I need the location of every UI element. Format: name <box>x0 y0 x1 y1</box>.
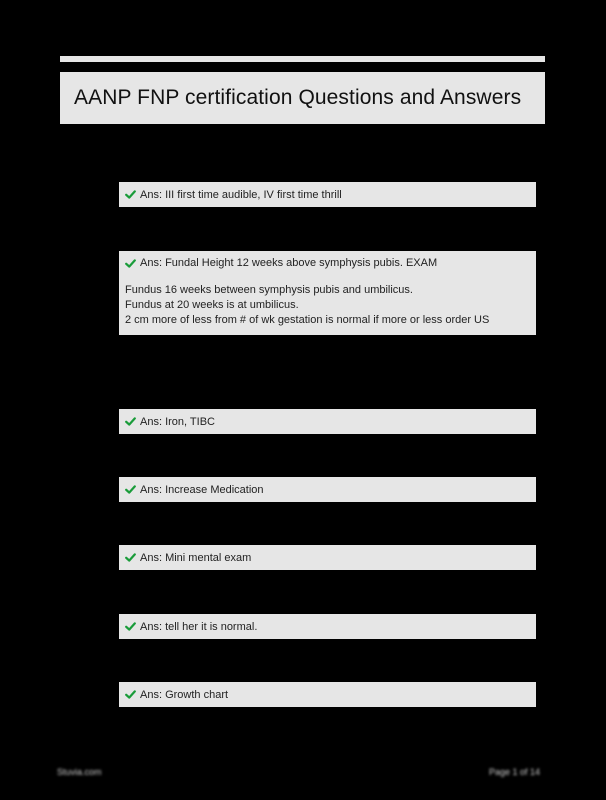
answer-text: Ans: Fundal Height 12 weeks above symphysis pubis. EXAM <box>140 257 438 269</box>
answer-line <box>125 689 228 701</box>
answer-text: Ans: Iron, TIBC <box>140 415 215 428</box>
answer-box <box>119 614 536 639</box>
title-banner <box>60 72 545 124</box>
check-icon <box>125 621 136 632</box>
check-icon <box>125 189 136 200</box>
answer-line <box>125 552 251 564</box>
answer-text: Ans: Mini mental exam <box>140 551 252 564</box>
answer-box <box>119 477 536 502</box>
answer-detail-line: Fundus at 20 weeks is at umbilicus. <box>125 299 299 311</box>
answer-line <box>125 189 342 201</box>
answer-detail-line: Fundus 16 weeks between symphysis pubis and umbilicus. <box>125 284 413 296</box>
footer-page-number: Page 1 of 14 <box>489 767 541 777</box>
answer-box <box>119 682 536 707</box>
answer-box <box>119 409 536 434</box>
answer-line <box>125 416 215 428</box>
answer-text: Ans: Growth chart <box>140 688 229 701</box>
check-icon <box>125 416 136 427</box>
page-title: AANP FNP certification Questions and Answers <box>74 86 522 109</box>
answer-detail-line: 2 cm more of less from # of wk gestation is normal if more or less order US <box>125 314 490 326</box>
answer-text: Ans: III first time audible, IV first time thrill <box>140 188 342 201</box>
top-rule <box>60 56 545 62</box>
check-icon <box>125 689 136 700</box>
footer-watermark-left: Stuvia.com <box>57 767 102 777</box>
answer-text: Ans: tell her it is normal. <box>140 620 258 633</box>
answer-line <box>125 621 257 633</box>
answer-line <box>125 484 264 496</box>
check-icon <box>125 258 136 269</box>
check-icon <box>125 552 136 563</box>
answer-box <box>119 182 536 207</box>
answer-text: Ans: Increase Medication <box>140 483 264 496</box>
answer-line <box>125 257 530 269</box>
answer-box <box>119 251 536 335</box>
answer-box <box>119 545 536 570</box>
check-icon <box>125 484 136 495</box>
